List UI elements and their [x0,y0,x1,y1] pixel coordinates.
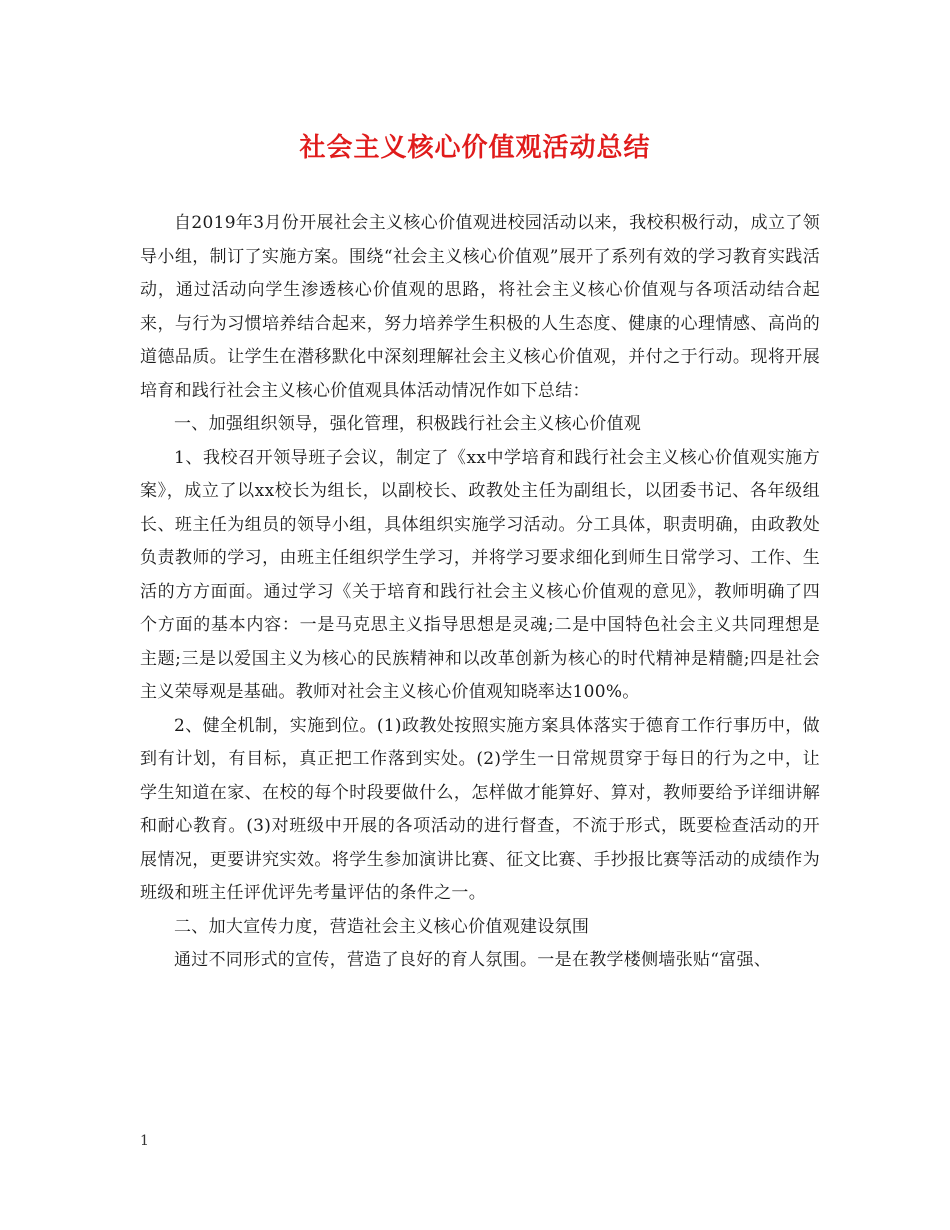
page-number: 1 [140,1133,149,1149]
paragraph-3: 通过不同形式的宣传，营造了良好的育人氛围。一是在教学楼侧墙张贴“富强、 [174,950,772,970]
paragraph-1: 1、我校召开领导班子会议，制定了《xx中学培育和践行社会主义核心价值观实施方案》，成立了以xx校长为组长，以副校长、政教处主任为副组长，以团委书记、各年级组长、班主任为组员的领导小组，具体组织实施学习活动。分工具体，职责明确，由政教处负责教师的学习，由班主任组织学生学习，并将学习要求细化到师生日常学习、工作、生活的方方面面。通过学习《关于培育和践行社会主义核心价值观的意见》，教师明确了四个方面的基本内容：一是马克思主义指导思想是灵魂;二是中国特色社会主义共同理想是主题;三是以爱国主义为核心的民族精神和以改革创新为核心的时代精神是精髓;四是社会主义荣辱观是基础。教师对社会主义核心价值观知晓率达100%。 [140,447,820,702]
document-body [140,207,820,978]
document-title: 社会主义核心价值观活动总结 [299,133,651,163]
section-heading-2: 二、加大宣传力度，营造社会主义核心价值观建设氛围 [174,916,590,937]
section-heading-1: 一、加强组织领导，强化管理，积极践行社会主义核心价值观 [174,414,642,434]
paragraph-2: 2、健全机制，实施到位。(1)政教处按照实施方案具体落实于德育工作行事历中，做到有计划，有目标，真正把工作落到实处。(2)学生一日常规贯穿于每日的行为之中，让学生知道在家、在校的每个时段要做什么，怎样做才能算好、算对，教师要给予详细讲解和耐心教育。(3)对班级中开展的各项活动的进行督查，不流于形式，既要检查活动的开展情况，更要讲究实效。将学生参加演讲比赛、征文比赛、手抄报比赛等活动的成绩作为班级和班主任评优评先考量评估的条件之一。 [140,715,820,903]
paragraph-intro: 自2019年3月份开展社会主义核心价值观进校园活动以来，我校积极行动，成立了领导小组，制订了实施方案。围绕“社会主义核心价值观”展开了系列有效的学习教育实践活动，通过活动向学生渗透核心价值观的思路，将社会主义核心价值观与各项活动结合起来，与行为习惯培养结合起来，努力培养学生积极的人生态度、健康的心理情感、高尚的道德品质。让学生在潜移默化中深刻理解社会主义核心价值观，并付之于行动。现将开展培育和践行社会主义核心价值观具体活动情况作如下总结： [140,213,820,401]
